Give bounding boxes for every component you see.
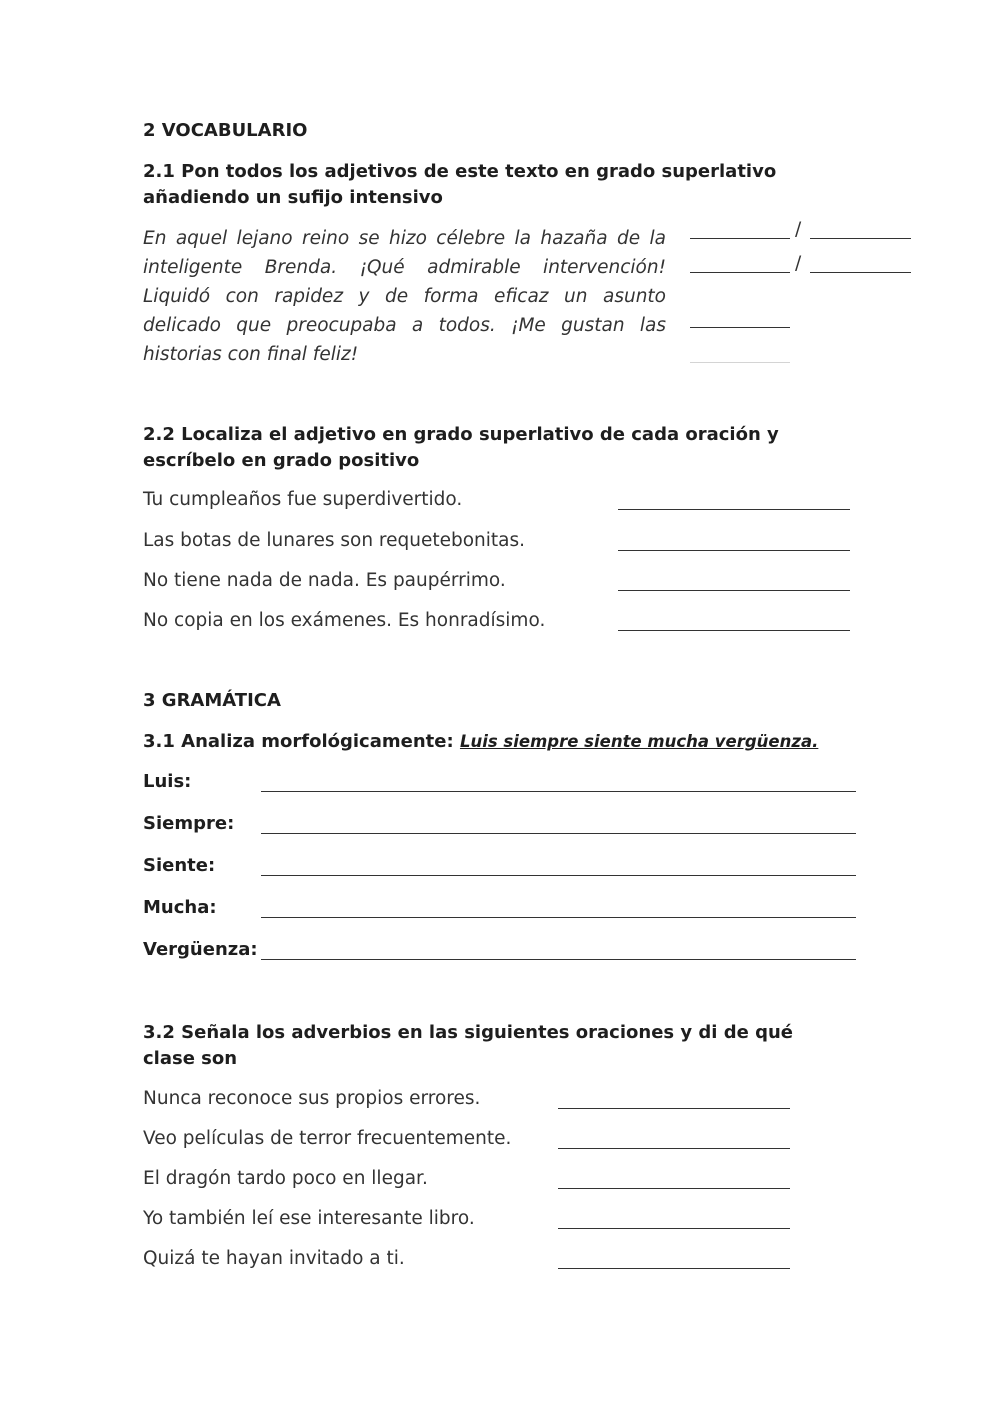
question-2-2-title: 2.2 Localiza el adjetivo en grado superlativo de cada oración y escríbelo en grado positivo: [143, 424, 779, 471]
answer-line[interactable]: [558, 1108, 790, 1109]
sentence-item: Las botas de lunares son requetebonitas.: [143, 530, 526, 551]
question-3-2-title: 3.2 Señala los adverbios en las siguientes oraciones y di de qué clase son: [143, 1022, 793, 1069]
sentence-item: El dragón tardo poco en llegar.: [143, 1168, 428, 1189]
answer-line[interactable]: [261, 791, 856, 792]
answer-line[interactable]: [558, 1188, 790, 1189]
sentence-item: Nunca reconoce sus propios errores.: [143, 1088, 481, 1109]
word-label-mucha: Mucha:: [143, 897, 217, 918]
question-3-1-label: 3.1 Analiza morfológicamente: [143, 731, 447, 752]
question-2-1-title: 2.1 Pon todos los adjetivos de este texto en grado superlativo añadiendo un sufijo intensivo: [143, 161, 777, 208]
section-title-vocabulario: 2 VOCABULARIO: [143, 120, 308, 141]
answer-line[interactable]: [690, 327, 790, 328]
separator-slash: /: [795, 253, 802, 274]
answer-line[interactable]: [618, 550, 850, 551]
answer-line[interactable]: [558, 1268, 790, 1269]
question-3-1-colon: :: [446, 731, 454, 752]
answer-line[interactable]: [618, 509, 850, 510]
word-label-siempre: Siempre:: [143, 813, 235, 834]
sentence-item: Veo películas de terror frecuentemente.: [143, 1128, 512, 1149]
answer-line[interactable]: [558, 1228, 790, 1229]
sentence-item: Quizá te hayan invitado a ti.: [143, 1248, 405, 1269]
answer-line[interactable]: [558, 1148, 790, 1149]
sentence-item: Tu cumpleaños fue superdivertido.: [143, 489, 463, 510]
answer-line[interactable]: [261, 959, 856, 960]
word-label-siente: Siente:: [143, 855, 216, 876]
answer-line[interactable]: [618, 590, 850, 591]
answer-line[interactable]: [690, 362, 790, 363]
example-sentence: Luis siempre siente mucha vergüenza.: [459, 732, 819, 751]
answer-line[interactable]: [810, 238, 911, 239]
answer-line[interactable]: [261, 875, 856, 876]
separator-slash: /: [795, 219, 802, 240]
answer-line[interactable]: [261, 917, 856, 918]
word-label-verguenza: Vergüenza:: [143, 939, 258, 960]
sentence-item: No tiene nada de nada. Es paupérrimo.: [143, 570, 506, 591]
sentence-item: Yo también leí ese interesante libro.: [143, 1208, 475, 1229]
question-2-1-paragraph: En aquel lejano reino se hizo célebre la hazaña de la inteligente Brenda. ¡Qué admirable intervención! Liquidó con rapidez y de forma eficaz un asunto delicado que preocupaba a todos. ¡Me gustan las historias con final feliz!: [143, 228, 666, 365]
answer-line[interactable]: [690, 238, 790, 239]
word-label-luis: Luis:: [143, 771, 192, 792]
answer-line[interactable]: [690, 272, 790, 273]
answer-line[interactable]: [261, 833, 856, 834]
section-title-gramatica: 3 GRAMÁTICA: [143, 690, 281, 711]
question-3-1-title: [143, 729, 818, 755]
answer-line[interactable]: [618, 630, 850, 631]
answer-line[interactable]: [810, 272, 911, 273]
sentence-item: No copia en los exámenes. Es honradísimo.: [143, 610, 546, 631]
